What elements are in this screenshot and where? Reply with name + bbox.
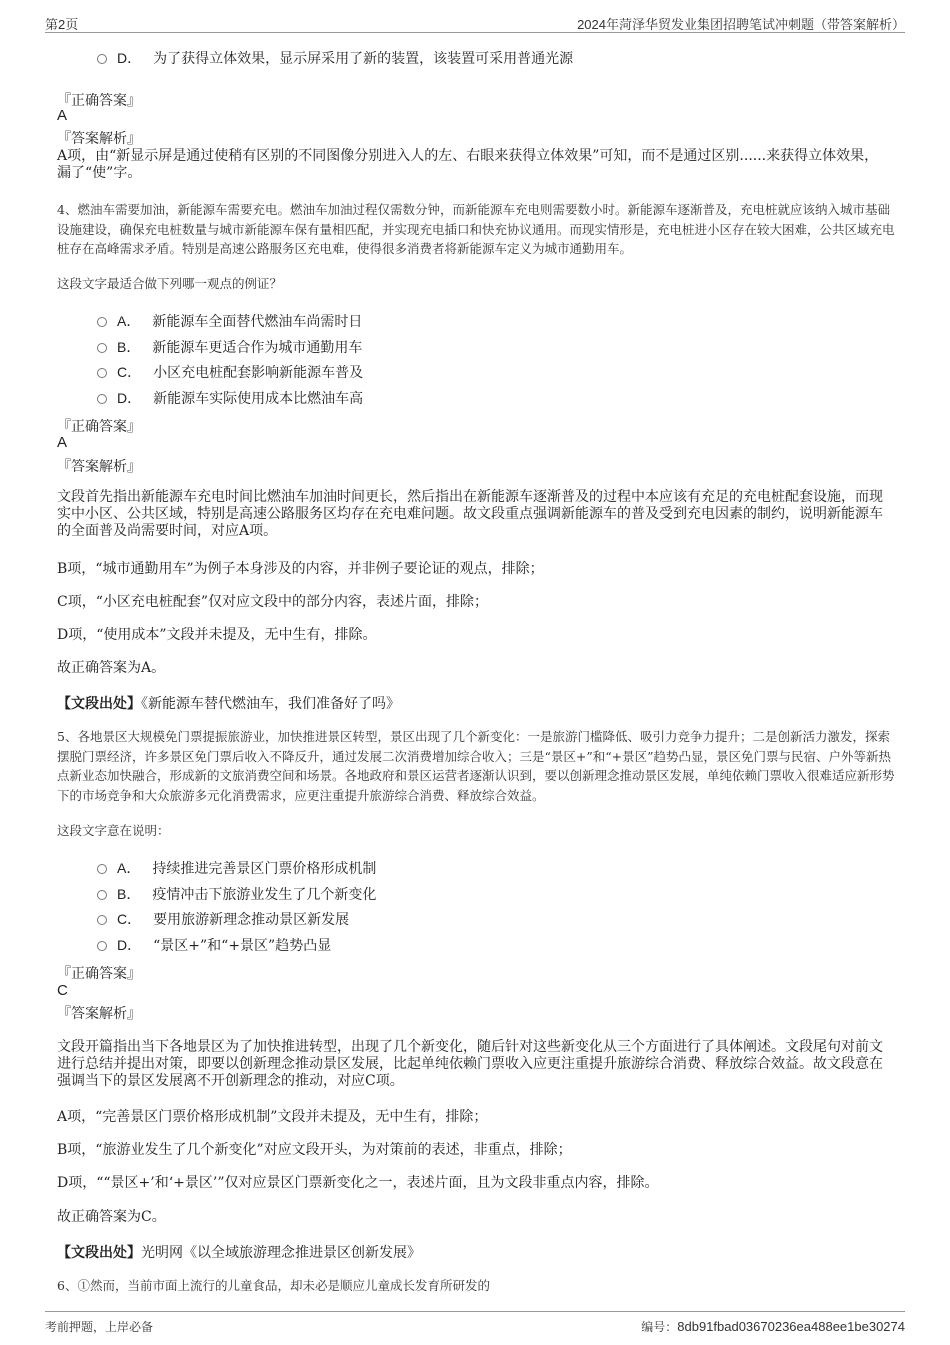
q4-question: 这段文字最适合做下列哪一观点的例证？ — [57, 276, 283, 291]
radio-icon[interactable] — [97, 941, 107, 951]
document-id — [641, 1318, 905, 1335]
q5-option-d[interactable]: D． “景区+”和“+景区”趋势凸显 — [97, 935, 331, 955]
q6-stem: 6、①然而，当前市面上流行的儿童食品，却未必是顺应儿童成长发育所研发的 — [57, 1278, 490, 1293]
q4-stem: 4、燃油车需要加油，新能源车需要充电。燃油车加油过程仅需数分钟，而新能源车充电则需要数小时。新能源车逐渐普及，充电桩就应该纳入城市基础设施建设，确保充电桩数量与城市新能源车保有量相匹配，并实现充电插口和快充协议通用。而现实情形是，充电桩进小区存在较大困难，公共区域充电桩存在高峰需求矛盾。特别是高速公路服务区充电难，使得很多消费者将新能源车定义为城市通勤用车。 — [57, 202, 895, 256]
q4-source — [57, 693, 400, 713]
page-number: 第2页 — [45, 17, 79, 32]
q5-analysis-main: 文段开篇指出当下各地景区为了加快推进转型，出现了几个新变化，随后针对这些新变化从三个方面进行了具体阐述。文段尾句对前文进行总结并提出对策，即要以创新理念推动景区发展，比起单纯依赖门票收入应更注重提升旅游综合消费、释放综合效益。故文段意在强调当下的景区发展离不开创新理念的推动，对应C项。 — [57, 1039, 883, 1089]
q5-option-b[interactable]: B． 疫情冲击下旅游业发生了几个新变化 — [97, 884, 376, 904]
q5-answer: C — [57, 982, 68, 999]
q4-option-a[interactable]: A． 新能源车全面替代燃油车尚需时日 — [97, 311, 362, 331]
q4-source-title: 《新能源车替代燃油车，我们准备好了吗》 — [141, 696, 400, 712]
page-header — [45, 12, 905, 33]
q5-analysis-d: D项，““景区+’和‘+景区’”仅对应景区门票新变化之一，表述片面，且为文段非重点内容，排除。 — [57, 1175, 659, 1191]
q5-stem: 5、各地景区大规模免门票提振旅游业，加快推进景区转型，景区出现了几个新变化：一是旅游门槛降低、吸引力竞争力提升；二是创新活力激发，探索摆脱门票经济，许多景区免门票后收入不降反升，通过发展二次消费增加综合收入；三是“景区+”和“+景区”趋势凸显，景区免门票与民宿、户外等新热点新业态加快融合，形成新的文旅消费空间和场景。各地政府和景区运营者逐渐认识到，要以创新理念推动景区发展，单纯依赖门票收入很难适应新形势下的市场竞争和大众旅游多元化消费需求，应更注重提升旅游综合消费、释放综合效益。 — [57, 729, 895, 803]
q4-option-b[interactable]: B． 新能源车更适合作为城市通勤用车 — [97, 337, 362, 357]
q5-source-title: 光明网《以全域旅游理念推进景区创新发展》 — [141, 1245, 421, 1261]
q3-option-d[interactable]: D． 为了获得立体效果，显示屏采用了新的装置，该装置可采用普通光源 — [97, 48, 573, 68]
q4-analysis-b: B项，“城市通勤用车”为例子本身涉及的内容，并非例子要论证的观点，排除； — [57, 561, 544, 577]
q5-option-a[interactable]: A． 持续推进完善景区门票价格形成机制 — [97, 858, 376, 878]
document-id-value: 8db91fbad03670236ea488ee1be30274 — [677, 1319, 905, 1334]
q5-analysis-conclusion: 故正确答案为C。 — [57, 1209, 166, 1225]
radio-icon[interactable] — [97, 915, 107, 925]
q5-analysis-b: B项，“旅游业发生了几个新变化”对应文段开头，为对策前的表述，非重点，排除； — [57, 1142, 572, 1158]
q5-analysis-a: A项，“完善景区门票价格形成机制”文段并未提及，无中生有，排除； — [57, 1109, 488, 1125]
q5-answer-label: 『正确答案』 — [57, 966, 141, 982]
q4-option-c[interactable]: C． 小区充电桩配套影响新能源车普及 — [97, 362, 363, 382]
q4-answer-label: 『正确答案』 — [57, 419, 141, 435]
q4-analysis-label: 『答案解析』 — [57, 459, 141, 475]
radio-icon[interactable] — [97, 368, 107, 378]
q5-source-label: 【文段出处】 — [57, 1245, 141, 1261]
q4-analysis-c: C项，“小区充电桩配套”仅对应文段中的部分内容，表述片面，排除； — [57, 594, 489, 610]
q3-answer: A — [57, 107, 68, 124]
q4-analysis-conclusion: 故正确答案为A。 — [57, 660, 166, 676]
q4-analysis-d: D项，“使用成本”文段并未提及，无中生有，排除。 — [57, 627, 377, 643]
q3-analysis-label: 『答案解析』 — [57, 131, 141, 147]
q4-source-label: 【文段出处】 — [57, 696, 141, 712]
radio-icon[interactable] — [97, 864, 107, 874]
q3-answer-label: 『正确答案』 — [57, 93, 141, 109]
radio-icon[interactable] — [97, 54, 107, 64]
radio-icon[interactable] — [97, 394, 107, 404]
radio-icon[interactable] — [97, 343, 107, 353]
radio-icon[interactable] — [97, 890, 107, 900]
q5-source — [57, 1242, 421, 1262]
q4-answer: A — [57, 434, 68, 451]
q3-analysis: A项，由“新显示屏是通过使稍有区别的不同图像分别进入人的左、右眼来获得立体效果”可知，而不是通过区别......来获得立体效果，漏了“使”字。 — [57, 148, 879, 181]
q5-option-c[interactable]: C． 要用旅游新理念推动景区新发展 — [97, 909, 349, 929]
q5-analysis-label: 『答案解析』 — [57, 1006, 141, 1022]
q5-question: 这段文字意在说明： — [57, 823, 170, 838]
q4-analysis-main: 文段首先指出新能源车充电时间比燃油车加油时间更长，然后指出在新能源车逐渐普及的过程中本应该有充足的充电桩配套设施，而现实中小区、公共区域，特别是高速公路服务区均存在充电难问题。故文段重点强调新能源车的普及受到充电因素的制约，说明新能源车的全面普及尚需要时间，对应A项。 — [57, 489, 883, 539]
page-footer — [45, 1311, 905, 1337]
document-id-label: 编号： — [641, 1320, 678, 1334]
footer-slogan: 考前押题，上岸必备 — [45, 1320, 154, 1334]
q4-option-d[interactable]: D． 新能源车实际使用成本比燃油车高 — [97, 388, 363, 408]
radio-icon[interactable] — [97, 317, 107, 327]
document-title: 2024年菏泽华贸发业集团招聘笔试冲刺题（带答案解析） — [577, 17, 905, 32]
